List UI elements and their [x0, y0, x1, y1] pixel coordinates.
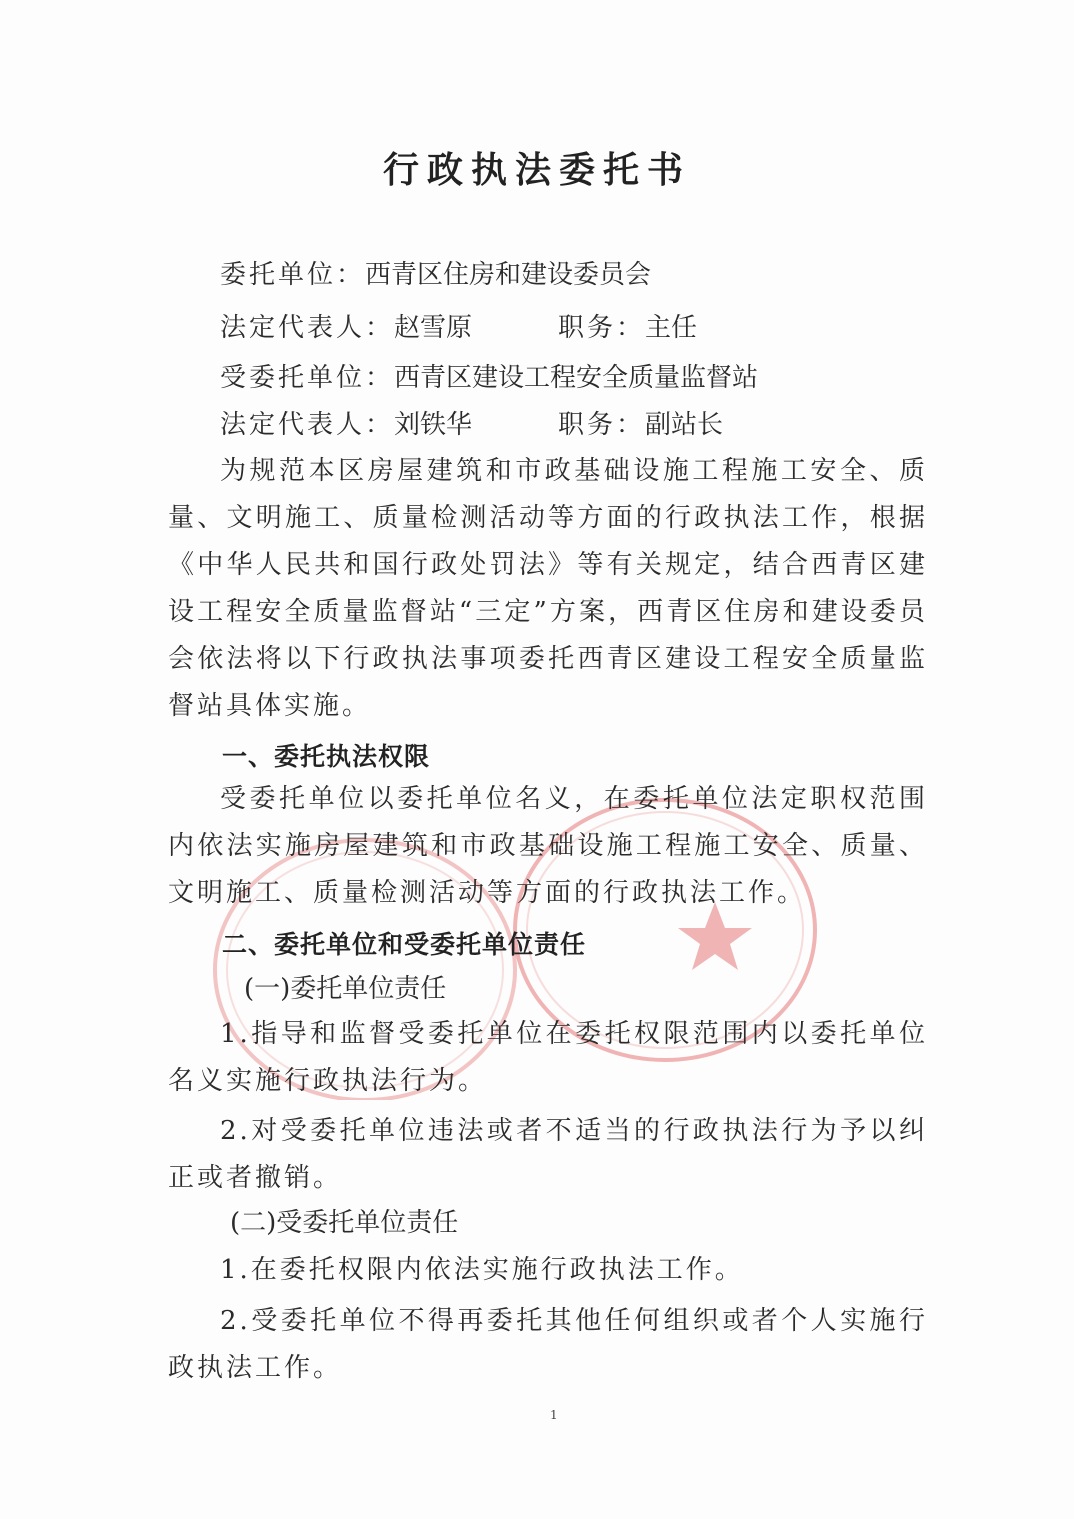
sub1-item2: 2.对受委托单位违法或者不适当的行政执法行为予以纠正或者撤销。: [168, 1116, 928, 1193]
position-label-2: 职务：: [558, 410, 646, 440]
entrusting-unit-label: 委托单位：: [220, 260, 366, 290]
entrusted-unit-label: 受委托单位：: [220, 363, 395, 393]
entrusted-unit-line: [220, 361, 758, 395]
position-line-2: [558, 408, 723, 442]
entrusting-unit-value: 西青区住房和建设委员会: [365, 260, 652, 290]
position-value-2: 副站长: [645, 410, 724, 440]
section2-heading: 二、委托单位和受委托单位责任: [222, 930, 587, 959]
position-label-1: 职务：: [558, 313, 646, 343]
entrusting-unit-line: [220, 258, 651, 292]
document-title: 行政执法委托书: [382, 150, 691, 191]
legal-rep-value-1: 赵雪原: [394, 313, 473, 343]
intro-paragraph: 为规范本区房屋建筑和市政基础设施工程施工安全、质量、文明施工、质量检测活动等方面的行政执法工作，根据《中华人民共和国行政处罚法》等有关规定，结合西青区建设工程安全质量监督站“三定”方案，西青区住房和建设委员会依法将以下行政执法事项委托西青区建设工程安全质量监督站具体实施。: [168, 456, 928, 721]
section1-paragraph: 受委托单位以委托单位名义，在委托单位法定职权范围内依法实施房屋建筑和市政基础设施工程施工安全、质量、文明施工、质量检测活动等方面的行政执法工作。: [168, 784, 928, 908]
legal-rep-value-2: 刘铁华: [394, 410, 473, 440]
legal-rep-line-2: [220, 408, 472, 442]
sub2-item1: 1.在委托权限内依法实施行政执法工作。: [220, 1255, 744, 1285]
section1-heading: 一、委托执法权限: [222, 742, 431, 771]
position-value-1: 主任: [645, 313, 698, 343]
sub2-heading: (二)受委托单位责任: [230, 1208, 459, 1238]
legal-rep-line-1: [220, 311, 472, 345]
position-line-1: [558, 311, 697, 345]
legal-rep-label-1: 法定代表人：: [220, 313, 395, 343]
entrusted-unit-value: 西青区建设工程安全质量监督站: [394, 363, 759, 393]
sub1-item1: 1.指导和监督受委托单位在委托权限范围内以委托单位名义实施行政执法行为。: [168, 1019, 928, 1096]
sub1-heading: (一)委托单位责任: [244, 974, 447, 1004]
legal-rep-label-2: 法定代表人：: [220, 410, 395, 440]
sub2-item2: 2.受委托单位不得再委托其他任何组织或者个人实施行政执法工作。: [168, 1306, 928, 1383]
page-number: 1: [550, 1408, 558, 1422]
